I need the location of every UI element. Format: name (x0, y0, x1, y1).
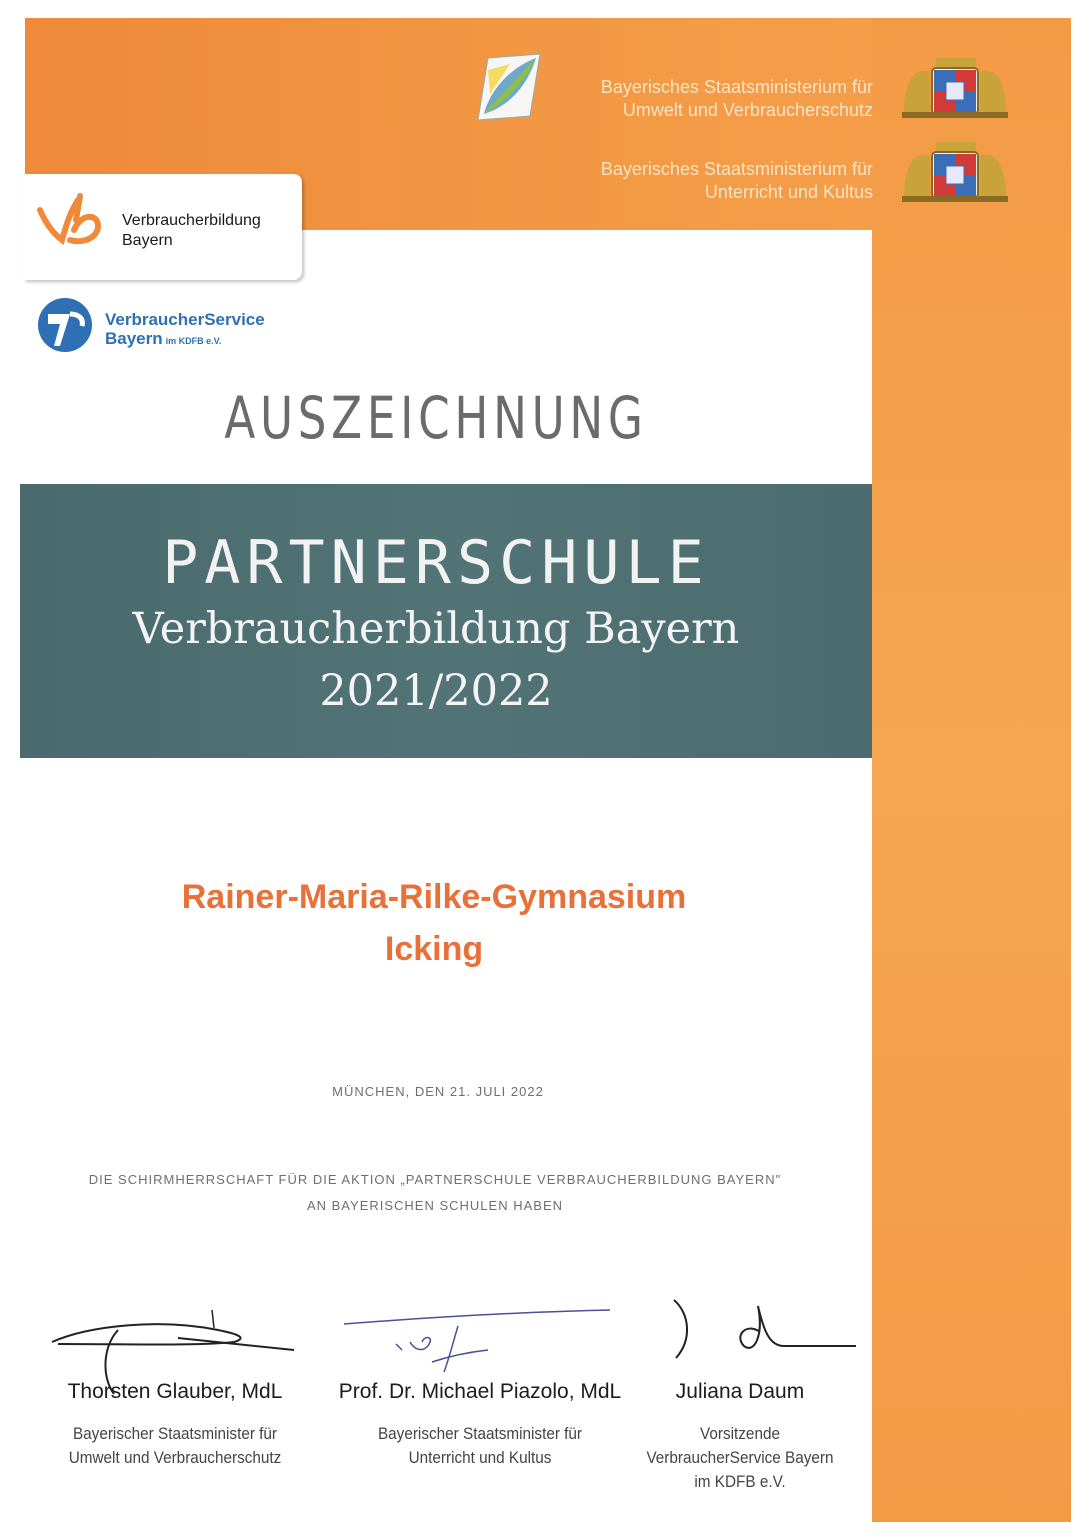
patronage-line1: DIE SCHIRMHERRSCHAFT FÜR DIE AKTION „PARTNERSCHULE VERBRAUCHERBILDUNG BAYERN" (88, 1172, 782, 1187)
patronage-line2: AN BAYERISCHEN SCHULEN HABEN (306, 1198, 564, 1213)
signer-role-line1: Vorsitzende (700, 1424, 780, 1443)
signer-role-line1: Bayerischer Staatsminister für (72, 1424, 278, 1443)
signature-daum (660, 1296, 860, 1366)
signer-role-line2: Umwelt und Verbraucherschutz (68, 1448, 282, 1467)
ministry-environment-line1: Bayerisches Staatsministerium für (600, 77, 873, 97)
school-place: Icking (384, 930, 484, 968)
verbraucherbildung-label (122, 211, 261, 251)
signer-role (336, 1422, 624, 1470)
vb-line1: Verbraucherbildung (122, 212, 261, 229)
bavarian-crest-icon (898, 52, 1012, 120)
verbraucherservice-logo-icon (36, 296, 94, 354)
signer-name: Juliana Daum (675, 1380, 805, 1403)
school-name: Rainer-Maria-Rilke-Gymnasium (181, 878, 687, 916)
vb-line2: Bayern (122, 232, 173, 249)
program-subtitle: Verbraucherbildung Bayern (132, 604, 740, 654)
ministry-environment (540, 76, 873, 122)
award-title: AUSZEICHNUNG (224, 384, 648, 452)
orange-side-band (872, 18, 1071, 1522)
vs-line2: Bayern (105, 329, 163, 348)
ministry-education-line2: Unterricht und Kultus (704, 182, 873, 202)
ministry-education-line1: Bayerisches Staatsministerium für (600, 159, 873, 179)
leaf-logo-icon (470, 50, 546, 126)
signer-name: Prof. Dr. Michael Piazolo, MdL (338, 1380, 622, 1403)
vs-line1: VerbraucherService (105, 310, 265, 329)
ministry-environment-line2: Umwelt und Verbraucherschutz (622, 100, 873, 120)
verbraucherservice-label (105, 310, 265, 351)
school-year: 2021/2022 (319, 666, 553, 716)
signer-role-line3: im KDFB e.V. (694, 1472, 786, 1491)
vs-suffix: im KDFB e.V. (165, 336, 222, 346)
ministry-education (540, 158, 873, 204)
signer-role-line2: VerbraucherService Bayern (646, 1448, 834, 1467)
partnerschule-headline: PARTNERSCHULE (162, 528, 710, 598)
signer-glauber (40, 1380, 310, 1470)
signer-role (54, 1422, 297, 1470)
signer-name: Thorsten Glauber, MdL (67, 1380, 283, 1403)
bavarian-crest-icon (898, 136, 1012, 204)
signer-role (641, 1422, 839, 1494)
vb-logo-icon (36, 190, 112, 252)
date-line: MÜNCHEN, DEN 21. JULI 2022 (332, 1084, 544, 1099)
signer-piazolo (320, 1380, 640, 1470)
signature-piazolo (340, 1306, 615, 1376)
signer-role-line1: Bayerischer Staatsminister für (377, 1424, 583, 1443)
signer-daum (630, 1380, 850, 1494)
signer-role-line2: Unterricht und Kultus (408, 1448, 552, 1467)
